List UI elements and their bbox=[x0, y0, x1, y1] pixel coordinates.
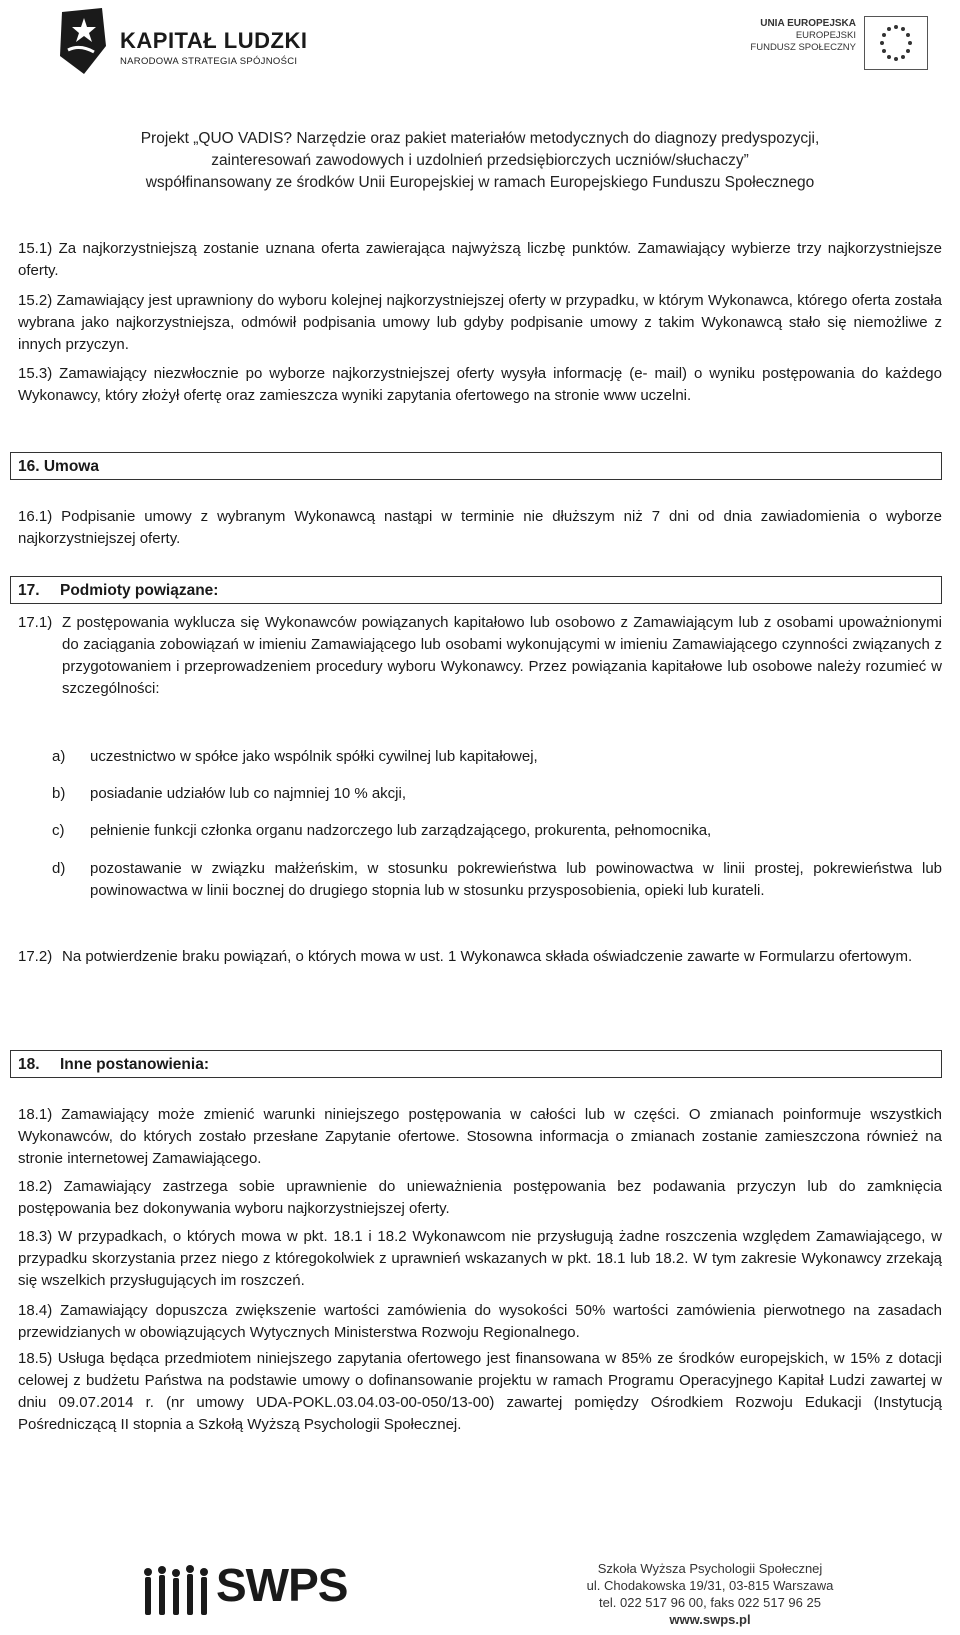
eu-line-2: EUROPEJSKI bbox=[795, 30, 856, 41]
list-item-b bbox=[52, 783, 942, 805]
footer-address-line-2: ul. Chodakowska 19/31, 03-815 Warszawa bbox=[586, 1578, 834, 1593]
paragraph-17-2 bbox=[18, 946, 942, 968]
swps-logo-text: SWPS bbox=[216, 1559, 348, 1611]
people-silhouettes-icon bbox=[140, 1564, 216, 1620]
list-item-text: posiadanie udziałów lub co najmniej 10 % akcji, bbox=[90, 785, 407, 802]
paragraph-18-1: 18.1) Zamawiający może zmienić warunki niniejszego postępowania w całości lub w części. O zmianach poinformuje wszystkich Wykonawców, do których zostało przesłane Zapytanie ofertowe. Stosowna informacja o zmianach zostanie zamieszczona również na stronie internetowej Zamawiającego. bbox=[18, 1106, 942, 1167]
kapital-ludzki-title: KAPITAŁ LUDZKI bbox=[120, 28, 308, 53]
footer-address bbox=[520, 1560, 900, 1628]
eu-stars-icon bbox=[865, 17, 927, 69]
paragraph-17-2-text: Na potwierdzenie braku powiązań, o których mowa w ust. 1 Wykonawca składa oświadczenie zawarte w Formularzu ofertowym. bbox=[62, 948, 913, 965]
list-item-label: c) bbox=[52, 822, 65, 839]
project-line-2: zainteresowań zawodowych i uzdolnień przedsiębiorczych uczniów/słuchaczy” bbox=[211, 152, 749, 169]
footer-address-line-1: Szkoła Wyższa Psychologii Społecznej bbox=[597, 1561, 823, 1576]
eu-line-3: FUNDUSZ SPOŁECZNY bbox=[750, 42, 856, 53]
section-16-heading bbox=[10, 452, 942, 480]
paragraph-15-1: 15.1) Za najkorzystniejszą zostanie uznana oferta zawierająca najwyższą liczbę punktów. Zamawiający wybierze trzy najkorzystniejsze oferty. bbox=[18, 240, 942, 279]
list-item-a bbox=[52, 746, 942, 768]
list-item-label: a) bbox=[52, 748, 66, 765]
list-item-label: d) bbox=[52, 860, 66, 877]
eu-logo-text bbox=[740, 18, 856, 54]
paragraph-18-2: 18.2) Zamawiający zastrzega sobie uprawnienie do unieważnienia postępowania bez podawania przyczyn lub do zamknięcia postępowania bez dokonywania wyboru najkorzystniejszej oferty. bbox=[18, 1178, 942, 1217]
paragraph-15-2: 15.2) Zamawiający jest uprawniony do wyboru kolejnej najkorzystniejszej oferty w przypadku, w którym Wykonawca, którego oferta została wybrana jako najkorzystniejsza, odmówił podpisania umowy lub gdyby podpisanie umowy z takim Wykonawcą stało się niemożliwe z innych przyczyn. bbox=[18, 292, 942, 353]
paragraph-17-1 bbox=[18, 612, 942, 700]
section-17-title: Podmioty powiązane: bbox=[60, 582, 219, 599]
paragraph-17-1-text: Z postępowania wyklucza się Wykonawców powiązanych kapitałowo lub osobowo z Zamawiającym lub z osobami upoważnionymi do zaciągania zobowiązań w imieniu Zamawiającego lub osobami wykonującymi w imieniu Zamawiającego czynności związanych z przygotowaniem i przeprowadzeniem procedury wyboru Wykonawcy. Przez powiązania kapitałowe lub osobowe należy rozumieć w szczególności: bbox=[62, 614, 942, 697]
project-description bbox=[40, 128, 920, 194]
eu-logo bbox=[740, 16, 920, 76]
project-line-3: współfinansowany ze środków Unii Europejskiej w ramach Europejskiego Funduszu Społecznego bbox=[145, 174, 815, 191]
paragraph-18-5: 18.5) Usługa będąca przedmiotem niniejszego zapytania ofertowego jest finansowana w 85% ze środków europejskich, w 15% z dotacji celowej z budżetu Państwa na podstawie umowy o dofinansowanie projektu w ramach Programu Operacyjnego Kapitał Ludzi zawartej w dniu 09.07.2014 r. (nr umowy UDA-POKL.03.04.03-00-050/13-00) zawartej pomiędzy Ośrodkiem Rozwoju Edukacji (Instytucją Pośredniczącą II stopnia a Szkołą Wyższą Psychologii Społecznej. bbox=[18, 1350, 942, 1433]
list-item-d bbox=[52, 858, 942, 902]
eu-line-1: UNIA EUROPEJSKA bbox=[760, 18, 856, 29]
section-18-number: 18. bbox=[18, 1056, 40, 1073]
section-16-title: 16. Umowa bbox=[18, 458, 99, 475]
kapital-ludzki-emblem-icon bbox=[54, 6, 110, 76]
list-item-text: pełnienie funkcji członka organu nadzorczego lub zarządzającego, prokurenta, pełnomocnika, bbox=[90, 822, 712, 839]
list-item-text: uczestnictwo w spółce jako wspólnik spółki cywilnej lub kapitałowej, bbox=[90, 748, 538, 765]
kapital-ludzki-subtitle: NARODOWA STRATEGIA SPÓJNOŚCI bbox=[120, 56, 298, 67]
paragraph-18-4: 18.4) Zamawiający dopuszcza zwiększenie wartości zamówienia do wysokości 50% wartości zamówienia pierwotnego na zasadach przewidzianych w obowiązujących Wytycznych Ministerstwa Rozwoju Regionalnego. bbox=[18, 1302, 942, 1341]
section-18-heading bbox=[10, 1050, 942, 1078]
footer-address-line-3: tel. 022 517 96 00, faks 022 517 96 25 bbox=[599, 1595, 821, 1610]
project-line-1: Projekt „QUO VADIS? Narzędzie oraz pakiet materiałów metodycznych do diagnozy predyspozycji, bbox=[140, 130, 820, 147]
list-item-text: pozostawanie w związku małżeńskim, w stosunku pokrewieństwa lub powinowactwa w linii prostej, pokrewieństwa lub powinowactwa w linii bocznej do drugiego stopnia lub w stosunku przysposobienia, opieki lub kurateli. bbox=[90, 860, 942, 899]
section-17-number: 17. bbox=[18, 582, 40, 599]
eu-flag bbox=[864, 16, 928, 70]
paragraph-17-2-label: 17.2) bbox=[18, 948, 53, 965]
footer-website-link[interactable]: www.swps.pl bbox=[669, 1612, 751, 1627]
swps-logo bbox=[140, 1558, 348, 1628]
paragraph-15-3: 15.3) Zamawiający niezwłocznie po wyborze najkorzystniejszej oferty wysyła informację (e- mail) o wyniku postępowania do każdego Wykonawcy, który złożył ofertę oraz zamieszcza wyniki zapytania ofertowego na stronie www uczelni. bbox=[18, 365, 942, 404]
paragraph-18-3: 18.3) W przypadkach, o których mowa w pkt. 18.1 i 18.2 Wykonawcom nie przysługują żadne roszczenia względem Zamawiającego, w przypadku skorzystania przez niego z któregokolwiek z uprawnień wskazanych w pkt. 18.1 lub 18.2. W tym zakresie Wykonawcy zrzekają się wszelkich przysługujących im roszczeń. bbox=[18, 1228, 942, 1289]
section-18-title: Inne postanowienia: bbox=[60, 1056, 209, 1073]
paragraph-17-1-label: 17.1) bbox=[18, 614, 53, 631]
list-item-c bbox=[52, 820, 942, 842]
list-item-label: b) bbox=[52, 785, 66, 802]
kapital-ludzki-logo bbox=[54, 6, 354, 78]
paragraph-16-1: 16.1) Podpisanie umowy z wybranym Wykonawcą nastąpi w terminie nie dłuższym niż 7 dni od dnia zawiadomienia o wyborze najkorzystniejszej oferty. bbox=[18, 508, 942, 547]
section-17-heading bbox=[10, 576, 942, 604]
